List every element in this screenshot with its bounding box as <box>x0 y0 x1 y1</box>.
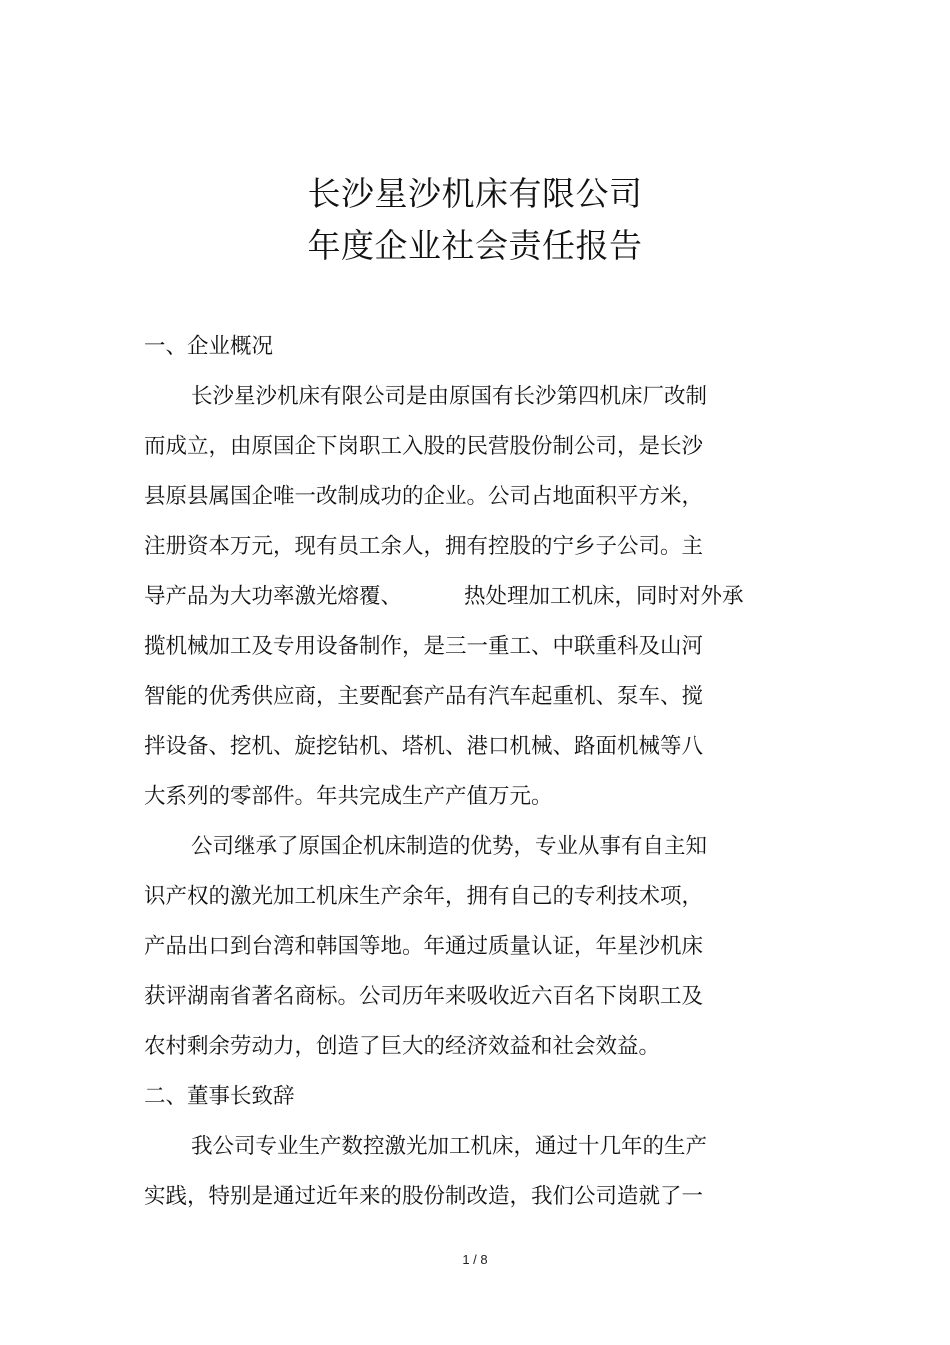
section-heading-overview: 一、企业概况 <box>144 334 274 359</box>
page-number: 1 / 8 <box>462 1252 488 1267</box>
title-line-report: 年度企业社会责任报告 <box>307 226 643 265</box>
paragraph-fragment: 导产品为大功率激光熔覆、 <box>144 584 403 609</box>
paragraph-line: 识产权的激光加工机床生产余年，拥有自己的专利技术项， <box>144 884 704 909</box>
document-title <box>0 168 950 272</box>
paragraph-line: 获评湖南省著名商标。公司历年来吸收近六百名下岗职工及 <box>144 984 704 1009</box>
paragraph-line: 农村剩余劳动力，创造了巨大的经济效益和社会效益。 <box>144 1034 661 1059</box>
paragraph-line: 大系列的零部件。年共完成生产产值万元。 <box>144 784 553 809</box>
title-line-company: 长沙星沙机床有限公司 <box>307 174 643 213</box>
document-body <box>144 322 784 1222</box>
paragraph-line: 注册资本万元，现有员工余人，拥有控股的宁乡子公司。主 <box>144 534 704 559</box>
paragraph-line: 而成立，由原国企下岗职工入股的民营股份制公司，是长沙 <box>144 434 704 459</box>
paragraph-line: 县原县属国企唯一改制成功的企业。公司占地面积平方米， <box>144 484 704 509</box>
paragraph-line: 产品出口到台湾和韩国等地。年通过质量认证，年星沙机床 <box>144 934 704 959</box>
paragraph-line <box>144 572 784 622</box>
paragraph-line: 我公司专业生产数控激光加工机床，通过十几年的生产 <box>191 1134 708 1159</box>
section-heading-chairman: 二、董事长致辞 <box>144 1084 295 1109</box>
paragraph-line: 智能的优秀供应商，主要配套产品有汽车起重机、泵车、搅 <box>144 684 704 709</box>
paragraph-line: 公司继承了原国企机床制造的优势，专业从事有自主知 <box>191 834 708 859</box>
paragraph-line: 拌设备、挖机、旋挖钻机、塔机、港口机械、路面机械等八 <box>144 734 704 759</box>
paragraph-fragment: 热处理加工机床，同时对外承 <box>464 584 744 609</box>
paragraph-line: 实践，特别是通过近年来的股份制改造，我们公司造就了一 <box>144 1184 704 1209</box>
paragraph-line: 揽机械加工及专用设备制作，是三一重工、中联重科及山河 <box>144 634 704 659</box>
paragraph-line: 长沙星沙机床有限公司是由原国有长沙第四机床厂改制 <box>191 384 708 409</box>
